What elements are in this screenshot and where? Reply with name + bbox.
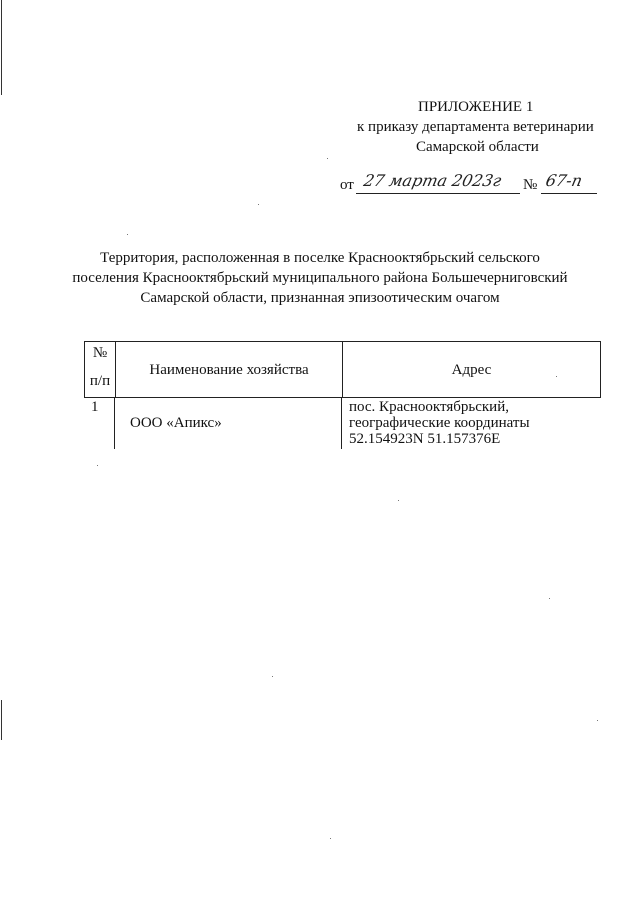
date-from-label: от [340, 177, 354, 193]
number-label: № [523, 177, 538, 193]
scan-dot [97, 465, 98, 466]
scan-dot [549, 598, 550, 599]
appendix-region: Самарской области [416, 139, 539, 155]
scan-dot [556, 376, 557, 377]
number-handwritten: 67-п [543, 171, 585, 190]
title-line-2: поселения Краснооктябрьский муниципального района Большечерниговский [72, 270, 568, 286]
appendix-label: ПРИЛОЖЕНИЕ 1 [418, 99, 534, 115]
header-address-cell [343, 342, 601, 398]
scan-dot [398, 500, 399, 501]
date-underline [356, 193, 520, 194]
appendix-order-ref: к приказу департамента ветеринарии [357, 119, 594, 135]
row-divider-2 [341, 397, 342, 449]
header-number-cell [85, 342, 116, 398]
title-line-1: Территория, расположенная в поселке Краснооктябрьский сельского [100, 250, 540, 266]
number-underline [541, 193, 597, 194]
row-address-line-1: пос. Краснооктябрьский, [349, 399, 509, 415]
scan-dot [127, 234, 128, 235]
header-address-label: Адрес [451, 361, 492, 378]
scan-dot [258, 204, 259, 205]
farm-table [84, 341, 601, 398]
scan-dot [597, 720, 598, 721]
header-name-cell [116, 342, 343, 398]
header-number-abbr: п/п [89, 373, 111, 389]
row-divider-1 [114, 397, 115, 449]
header-name-label: Наименование хозяйства [149, 361, 309, 378]
row-address-line-2: географические координаты [349, 415, 530, 431]
scan-dot [272, 676, 273, 677]
title-line-3: Самарской области, признанная эпизоотическим очагом [140, 290, 500, 306]
row-address-coordinates: 52.154923N 51.157376E [349, 431, 501, 447]
scan-dot [327, 158, 328, 159]
row-farm-name: ООО «Апикс» [130, 415, 222, 431]
scan-margin-line [1, 0, 2, 95]
scan-margin-line [1, 700, 2, 740]
scan-dot [330, 838, 331, 839]
row-number: 1 [91, 399, 99, 415]
date-handwritten: 27 марта 2023г [361, 171, 504, 190]
header-number-symbol: № [92, 345, 108, 361]
table-header-row [85, 342, 601, 398]
